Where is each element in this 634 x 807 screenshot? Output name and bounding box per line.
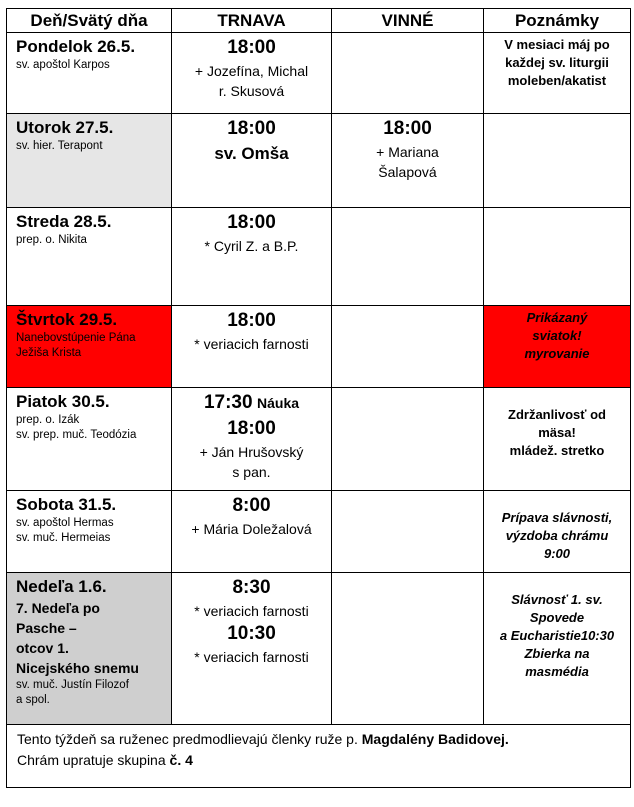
footer-line-cleaning [17,750,630,771]
mass-time: 18:00 [227,118,276,139]
row-monday [7,33,631,114]
note-line: Slávnosť 1. sv. [511,592,603,607]
mass-time: 18:00 [227,310,276,331]
footer-text: Chrám upratuje skupina [17,752,170,768]
trnava-cell [172,491,332,573]
note-cell [484,208,631,306]
mass-time: 8:00 [232,495,271,516]
trnava-cell [172,114,332,208]
pre-label: Náuka [257,395,300,411]
note-line: výzdoba chrámu [505,528,609,543]
saint: sv. apoštol Hermas [16,517,114,529]
saint: sv. prep. muč. Teodózia [16,429,137,441]
day-title: Piatok 30.5. [16,392,110,411]
schedule-table [6,8,631,788]
saint: sv. apoštol Karpos [16,59,110,71]
trnava-cell [172,388,332,491]
feast-name: otcov 1. [16,640,69,656]
note-line: Zdržanlivosť od [508,407,606,422]
note-line: každej sv. liturgii [505,55,609,70]
note-cell [484,388,631,491]
feast-name: Pasche – [16,620,77,636]
row-thursday [7,306,631,388]
trnava-cell [172,573,332,725]
day-cell [7,306,172,388]
saint: sv. hier. Terapont [16,140,103,152]
note-cell [484,306,631,388]
footer-cell [7,725,631,788]
footer-text: Tento týždeň sa ruženec predmodlievajú členky ruže p. [17,731,362,747]
mass-intention: s pan. [232,464,271,480]
day-cell [7,491,172,573]
note-cell [484,491,631,573]
mass-time: 18:00 [227,418,276,439]
header-notes: Poznámky [484,9,631,33]
note-line: mládež. stretko [509,443,605,458]
day-title: Štvrtok 29.5. [16,310,118,329]
mass-intention: + Mária Doležalová [191,521,312,537]
vinne-cell [332,573,484,725]
mass-intention: + Mariana [376,144,439,160]
service-label: sv. Omša [214,144,289,163]
feast-name: 7. Nedeľa po [16,600,100,616]
saint: sv. muč. Justín Filozof [16,679,129,691]
day-title: Utorok 27.5. [16,118,114,137]
note-cell [484,114,631,208]
trnava-cell [172,306,332,388]
header-day: Deň/Svätý dňa [7,9,172,33]
note-line: Zbierka na [524,646,590,661]
day-title: Sobota 31.5. [16,495,117,514]
pre-mass-line [172,390,331,416]
note-line: moleben/akatist [507,73,607,88]
vinne-cell [332,114,484,208]
day-cell [7,573,172,725]
day-cell [7,388,172,491]
note-line: mäsa! [538,425,576,440]
feast-name: Ježiša Krista [16,347,82,359]
trnava-cell [172,33,332,114]
mass-intention: * Cyril Z. a B.P. [204,238,299,254]
note-line: masmédia [525,664,589,679]
mass-time: 10:30 [227,623,276,644]
day-title: Nedeľa 1.6. [16,577,107,596]
footer-line-rosary [17,729,630,750]
header-row [7,9,631,33]
footer-name: Magdalény Badidovej. [361,731,509,747]
note-cell [484,33,631,114]
day-cell [7,114,172,208]
footer-row [7,725,631,788]
mass-time: 18:00 [227,212,276,233]
note-line: sviatok! [532,328,582,343]
feast-name: Nanebovstúpenie Pána [16,332,136,344]
mass-intention: * veriacich farnosti [194,336,309,352]
mass-intention: + Ján Hrušovský [199,444,304,460]
row-friday [7,388,631,491]
trnava-cell [172,208,332,306]
mass-intention: * veriacich farnosti [194,649,309,665]
saint: prep. o. Nikita [16,234,87,246]
mass-intention: r. Skusová [218,83,285,99]
header-vinne: VINNÉ [332,9,484,33]
mass-intention: * veriacich farnosti [194,603,309,619]
note-line: Prípava slávnosti, [501,510,613,525]
vinne-cell [332,491,484,573]
row-wednesday [7,208,631,306]
saint: prep. o. Izák [16,414,80,426]
saint: a spol. [16,694,50,706]
feast-name: Nicejského snemu [16,660,139,676]
day-cell [7,208,172,306]
vinne-cell [332,306,484,388]
day-cell [7,33,172,114]
note-line: a Eucharistie10:30 [499,628,615,643]
row-sunday [7,573,631,725]
row-tuesday [7,114,631,208]
mass-time: 8:30 [232,577,271,598]
day-title: Pondelok 26.5. [16,37,136,56]
note-line: myrovanie [524,346,590,361]
mass-intention: + Jozefína, Michal [194,63,309,79]
note-line: Spovede [529,610,585,625]
saint: sv. muč. Hermeias [16,532,111,544]
header-trnava: TRNAVA [172,9,332,33]
vinne-cell [332,33,484,114]
mass-time: 18:00 [227,37,276,58]
note-line: 9:00 [543,546,571,561]
note-line: Prikázaný [526,310,588,325]
mass-intention: Šalapová [378,164,437,180]
vinne-cell [332,388,484,491]
day-title: Streda 28.5. [16,212,112,231]
row-saturday [7,491,631,573]
pre-time: 17:30 [203,392,253,413]
mass-time: 18:00 [383,118,432,139]
note-line: V mesiaci máj po [504,37,610,52]
schedule-sheet [6,8,630,788]
note-cell [484,573,631,725]
footer-group: č. 4 [169,752,193,768]
vinne-cell [332,208,484,306]
